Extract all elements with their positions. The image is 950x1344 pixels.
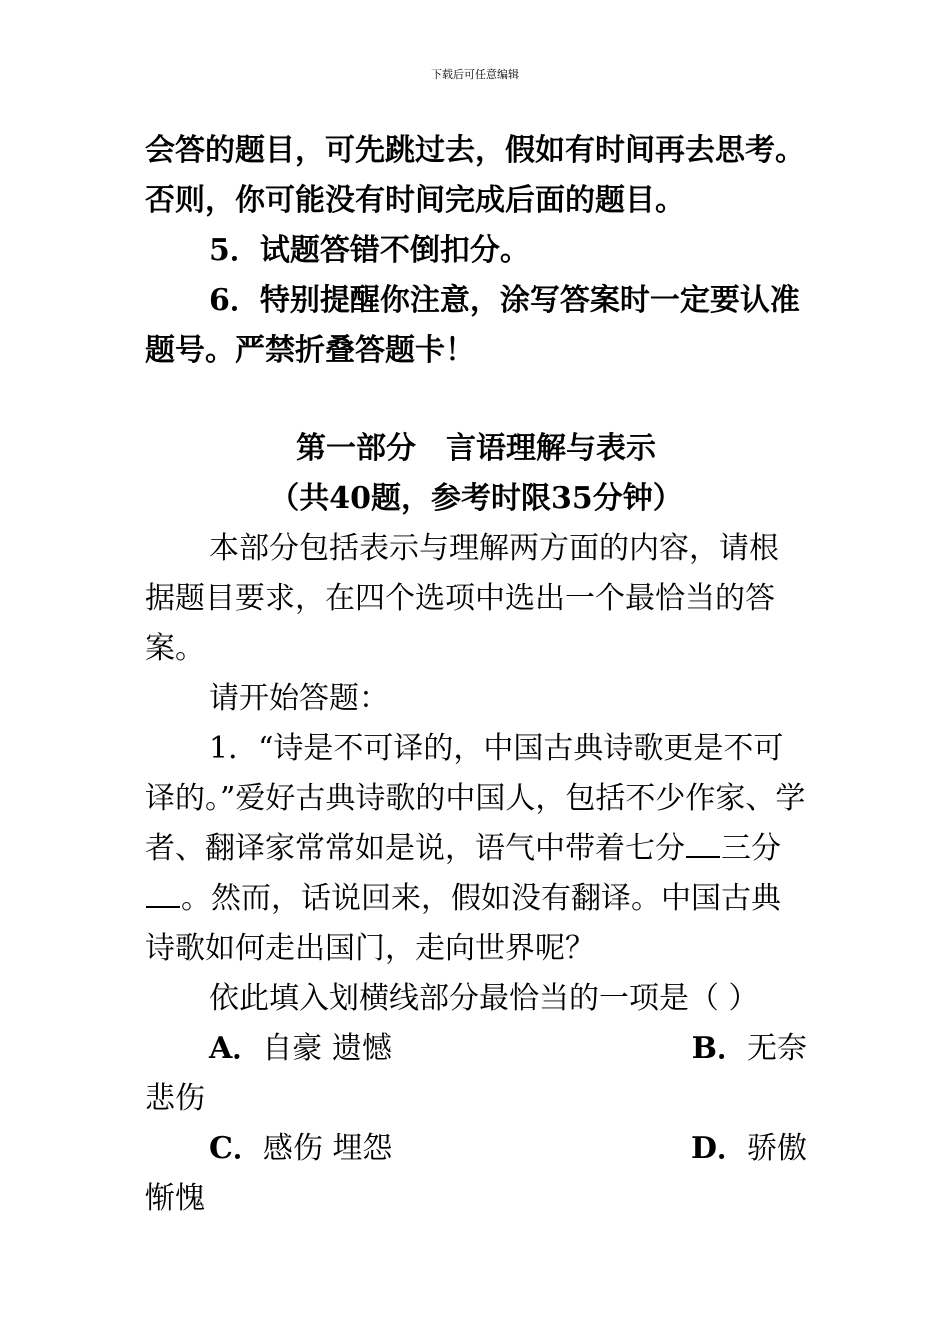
- question-1-text-a: 1．“诗是不可译的，中国古典诗歌更是不可译的。”爱好古典诗歌的中国人，包括不少作家、学者、翻译家常常如是说，语气中带着七分: [145, 731, 806, 866]
- blank-2: [146, 876, 180, 908]
- instruction-item-6: 6．特别提醒你注意，涂写答案时一定要认准题号。严禁折叠答题卡！: [145, 283, 800, 368]
- start-prompt: 请开始答题：: [209, 681, 389, 716]
- option-c-text: 感伤 埋怨: [262, 1131, 393, 1166]
- question-1-prompt: 依此填入划横线部分最恰当的一项是（ ）: [209, 981, 759, 1016]
- question-1-text-b: 三分: [721, 831, 781, 866]
- instruction-item-5: 5．试题答错不倒扣分。: [209, 233, 530, 268]
- page-header-note: 下载后可任意编辑: [431, 68, 519, 81]
- options-row-ab: [145, 1024, 807, 1074]
- option-c-key: C．: [209, 1131, 263, 1166]
- option-d[interactable]: [691, 1124, 807, 1174]
- option-b-key: B．: [691, 1031, 747, 1066]
- option-d-continued: 惭愧: [145, 1181, 205, 1216]
- instruction-continued: 会答的题目，可先跳过去，假如有时间再去思考。否则，你可能没有时间完成后面的题目。: [145, 133, 805, 218]
- option-b[interactable]: [692, 1024, 807, 1074]
- blank-1: [686, 826, 720, 858]
- option-a[interactable]: [209, 1024, 392, 1074]
- section-intro: 本部分包括表示与理解两方面的内容，请根据题目要求，在四个选项中选出一个最恰当的答案。: [145, 531, 779, 666]
- options-row-cd: [145, 1124, 807, 1174]
- option-a-text: 自豪 遗憾: [262, 1031, 392, 1066]
- question-1-stem: [145, 724, 807, 974]
- option-a-key: A．: [209, 1031, 263, 1066]
- option-d-key: D．: [690, 1131, 747, 1166]
- option-d-text: 骄傲: [747, 1131, 807, 1166]
- section-title: 第一部分 言语理解与表示: [296, 431, 656, 466]
- option-c[interactable]: [209, 1124, 392, 1174]
- option-b-continued: 悲伤: [145, 1081, 205, 1116]
- document-body: [145, 126, 807, 1224]
- question-1-text-c: 。然而，话说回来，假如没有翻译。中国古典诗歌如何走出国门，走向世界呢？: [145, 881, 781, 966]
- section-subtitle: （共40题，参考时限35分钟）: [269, 481, 683, 516]
- option-b-text: 无奈: [747, 1031, 807, 1066]
